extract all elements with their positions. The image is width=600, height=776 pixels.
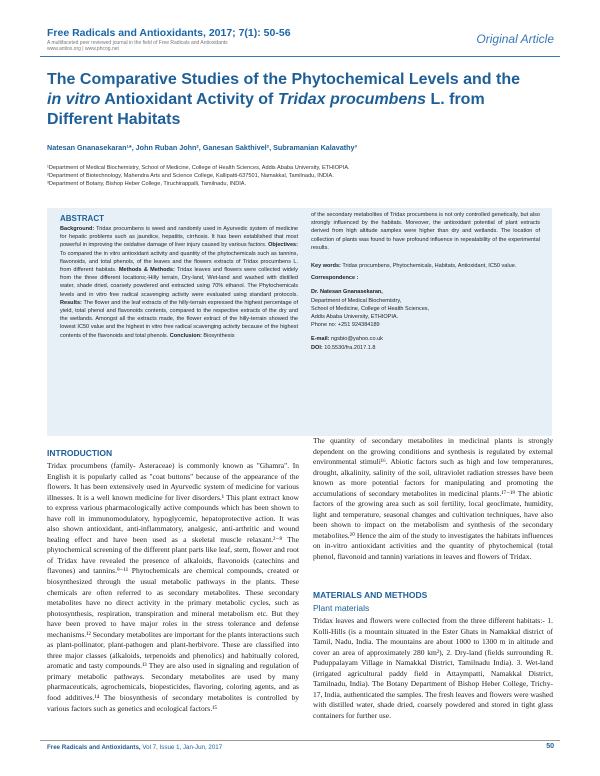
correspondence-heading: Correspondence :	[311, 275, 359, 282]
author-list: Natesan Gnanasekaran¹*, John Ruban John², Ganesan Sakthivel², Subramanian Kalavathy³	[47, 143, 357, 152]
footer-divider	[40, 740, 560, 741]
title-part-4: Tridax procumbens	[277, 91, 427, 108]
keywords	[311, 262, 540, 270]
corr-school: School of Medicine, College of Health Sciences,	[311, 305, 430, 312]
corr-email	[311, 335, 540, 343]
affiliation-2: ²Department of Biotechnology, Mahendra Arts and Science College, Kallipatti-637501, Namakkal, Tamilnadu, INDIA.	[47, 173, 334, 179]
conclusion-label: Conclusion:	[168, 332, 202, 339]
methods-heading: MATERIALS AND METHODS	[313, 590, 428, 600]
title-part-3: Antioxidant Activity of	[100, 91, 278, 108]
journal-subline: A multifaceted peer reviewed journal in the field of Free Radicals and Antioxidants	[47, 40, 228, 46]
abstract-continuation: of the secondary metabolites of Tridax procumbens is not only controlled genetically, but also strongly influenced by the habitats. Moreover, the antioxidant potential of plant extracts derived from high altitude samples were higher than dry and wetlands. The location of collection of plants was found to have profound influence in repeatability of the experimental results.	[311, 212, 540, 251]
abstract-right-column	[311, 211, 540, 352]
doi-link[interactable]: 10.5530/fra.2017.1.8	[322, 344, 376, 351]
email-label: E-mail:	[311, 336, 330, 343]
paper-title	[47, 70, 552, 130]
title-part-1: The Comparative Studies of the Phytochemical Levels and the	[47, 71, 521, 88]
corr-phone: Phone no: +251 924384189	[311, 322, 380, 329]
correspondence-block	[311, 288, 540, 329]
corr-doi	[311, 344, 540, 352]
affiliation-3: ³Department of Botany, Bishop Heber College, Tiruchirappalli, Tamilnadu, INDIA.	[47, 181, 247, 187]
corr-university: Addis Ababa University, ETHIOPIA.	[311, 314, 399, 321]
results-label: Results:	[60, 299, 82, 306]
doi-label: DOI:	[311, 344, 323, 351]
results-text: The flower and the leaf extracts of the hilly-terrain expressed the highest percentage of yield, total phenol and flavonoids contents, compared to the respective extracts of the dry and the wetlands. Amongst all the extracts made, the flower extract of the hilly-terrain showed the lowest IC50 value and the highest in vitro free radical scavenging activity because of the highest contents of the flavonoids and total phenols.	[60, 299, 298, 339]
footer-journal: Free Radicals and Antioxidants,	[47, 744, 141, 751]
title-part-5: L. from Different Habitats	[47, 91, 485, 128]
corr-dept: Department of Medical Biochemistry,	[311, 297, 402, 304]
affiliation-1: ¹Department of Medical Biochemistry, School of Medicine, College of Health Sciences, Addis Ababa University, ETHIOPIA.	[47, 165, 350, 171]
email-link[interactable]: ngsbio@yahoo.co.uk	[329, 336, 383, 343]
methods-label: Methods & Methods:	[116, 267, 175, 274]
conclusion-text: Biosynthesis	[201, 332, 235, 339]
abstract-heading: ABSTRACT	[60, 214, 104, 223]
plant-materials-heading: Plant materials	[313, 603, 370, 613]
footer-citation	[47, 744, 222, 751]
journal-website: www.antiox.org | www.phcog.net	[47, 46, 119, 52]
footer-volume: Vol 7, Issue 1, Jan-Jun, 2017	[140, 744, 223, 751]
abstract-left-column	[60, 225, 298, 340]
journal-header: Free Radicals and Antioxidants, 2017; 7(1): 50-56	[47, 27, 291, 39]
background-text: Tridax procumbens is weed and randomly used in Ayurvedic system of medicine for hepatic problems such as jaundice, hepatitis, cirrhosis. It has been established that most powerful in improving the oxidative damage of liver injury caused by various factors.	[60, 226, 298, 249]
plant-materials-text: Tridax leaves and flowers were collected from the three different habitats:- 1. Kolli-Hills (is a mountain situated in the Ester Ghats in Namakkal district of Tamil, Nadu, India. The mountains are about 1000 to 1300 m in altitude and cover an area of approximately 280 km²), 2. Dry-land (fields surrounding R. Puduppalayam Village in Namakkal District, Tamilnadu India). 3. Wet-land (irrigated agricultural paddy field in Attaympatti, Namakkal District, Tamilnadu, India). The Botany Department of Bishop Heber College, Trichy-17, India, authenticated the samples. The fresh leaves and flowers were washed with distilled water, shade dried, coarsely powdered and stored in tight glass containers for further use.	[313, 616, 553, 720]
background-label: Background:	[60, 226, 95, 232]
corr-name: Dr. Natesan Gnanasekaran,	[311, 289, 383, 296]
header-divider	[40, 56, 560, 57]
article-type: Original Article	[476, 32, 554, 46]
abstract-box	[47, 208, 552, 436]
objectives-label: Objectives:	[266, 242, 298, 249]
page-number: 50	[546, 743, 554, 750]
intro-heading: INTRODUCTION	[47, 448, 113, 458]
keywords-text: Tridax procumbens, Phytochemicals, Habitats, Antioxidant, IC50 value.	[340, 263, 517, 270]
intro-right-column: The quantity of secondary metabolites in medicinal plants is strongly dependent on the growing conditions and synthesis is regulated by external environmental stimuli¹⁶. Abiotic factors such as high and low temperatures, drought, alkalinity, salinity of the soil, ultraviolet radiation stresses have been known as more potential factors for manipulating and promoting the accumulations of secondary metabolites in medicinal plants.¹⁷⁻¹⁹ The abiotic factors of the growing area such as soil fertility, local geoclimate, humidity, light and temperature, seasonal changes and cultivation techniques, have also been shown to impact on the metabolism and synthesis of the secondary metabolites.²⁰ Hence the aim of the study to investigates the habitats influences on in-vitro antioxidant activities and the quantity of phytochemical (total phenol, flavonoid and tannin) variations in leaves and flowers of Tridax.	[313, 436, 553, 562]
intro-left-column: Tridax procumbens (family- Asteraceae) is commonly known as "Ghamra". In English it is popularly called as "coat buttons" because of the appearance of the flowers. It has been extensively used in Ayurvedic system of medicine for various illnesses. It is a well known medicine for liver disorders.¹ This plant extract know to express various pharmacologically active compounds which has been shown to have roll in immunomodulatory, hypoglycemic, hepatoprotective action. It was also shown antioxidant, anti-inflammatory, analgesic, anti-arthritic and wound healing effect and have been used as a skeletal muscle relaxant.²⁻⁸ The phytochemical screening of the different plant parts like leaf, stem, flower and root of Tridax have revealed the presence of alkaloids, flavonoids (catechins and flavones) and tannins.⁹⁻¹¹ Phytochemicals are chemical compounds, created or biosynthesized through the usual metabolic pathways in the plants. These chemicals are often referred to as secondary metabolites. These secondary metabolites have no direct activity in the primary metabolic cycles, such as photosynthesis, respiration, transpiration and mineral metabolism etc. But they have been proved to have major roles in the stress tolerance and defense mechanisms.¹² Secondary metabolites are important for the plants interactions such as plant-pollinator, plant-pathogen and plant-herbivore. These are classified into three major classes (alkaloids, terpenoids and phenolics) and habitually colored, aromatic and tasty compounds.¹³ They are also used in signaling and regulation of primary metabolic pathways. Secondary metabolites are used by many pharmaceuticals, agrochemicals, biopesticides, flavoring, coloring agents, and as food additives.¹⁴ The biosynthesis of secondary metabolites is controlled by various factors such as genetics and ecological factors.¹⁵	[47, 461, 299, 713]
objectives-text: To compared the in vitro antioxidant activity and quantity of the phytochemicals such as tannins, flavonoids, and total phenols, of the leaves and the flowers extracts of Tridax procumbens L. from different habitats.	[60, 250, 298, 274]
title-part-2: in vitro	[47, 91, 101, 108]
methods-text: Tridax leaves and flowers were collected widely from the three different locations;-Hilly terrain, Dry-land, Wet-land and washed with distilled water, shade dried, coarsely powdered and extracted using 70% ethanol. The Phytochemicals levels and in vitro free radical scavenging activity were evaluated using standard protocols.	[60, 267, 298, 298]
keywords-label: Key words:	[311, 263, 341, 270]
